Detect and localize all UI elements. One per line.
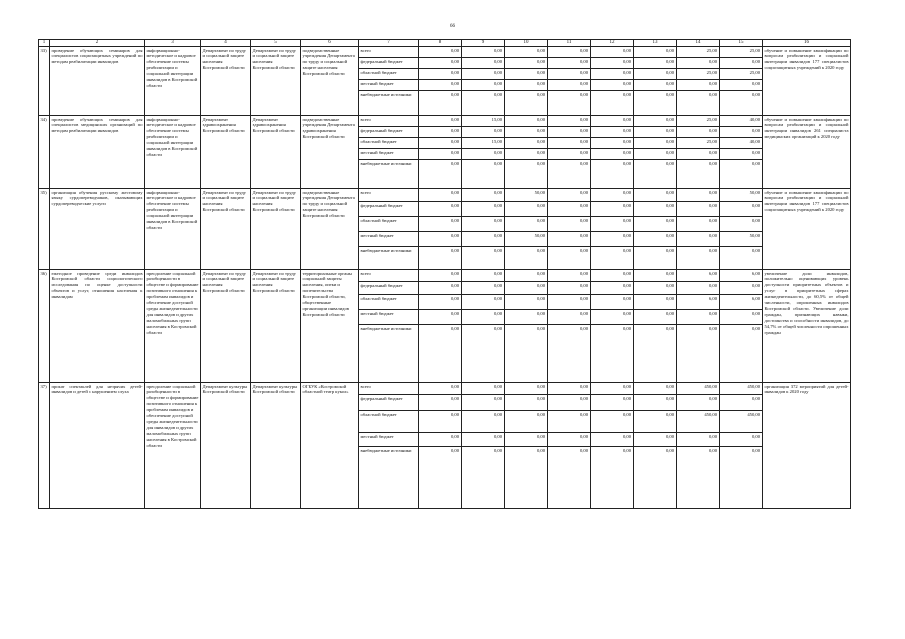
funding-value: 0,00 xyxy=(634,202,677,217)
activity-responsible: Департамент по труду и социальной защите населения Костромской области xyxy=(251,270,301,383)
activity-task: информационно-методическое и кадровое обеспечение системы реабилитации и социальной интеграции инвалидов в Костромской области xyxy=(145,116,201,189)
funding-value: 0,00 xyxy=(677,160,720,189)
funding-source-label: всего xyxy=(359,47,419,58)
funding-value: 0,00 xyxy=(548,383,591,395)
funding-value: 450,00 xyxy=(677,411,720,433)
column-number: 12 xyxy=(591,40,634,47)
funding-value: 0,00 xyxy=(591,127,634,138)
funding-source-label: всего xyxy=(359,116,419,127)
funding-value: 0,00 xyxy=(505,433,548,447)
funding-value: 6,00 xyxy=(677,295,720,310)
funding-value: 25,00 xyxy=(677,69,720,80)
column-number: 16 xyxy=(763,40,851,47)
funding-value: 0,00 xyxy=(505,58,548,69)
funding-value: 0,00 xyxy=(634,447,677,509)
activity-executor: подведомственные учреждения Департамента здравоохранения Костромской области xyxy=(301,116,359,189)
funding-value: 0,00 xyxy=(548,282,591,295)
activity-result: обучение и повышение квалификации по вопросам реабилитации и социальной интеграции инвалидов 261 специалиста медицинских организаций к 2020 году xyxy=(763,116,851,189)
activity-number: 35) xyxy=(39,189,50,270)
funding-value: 0,00 xyxy=(419,282,462,295)
funding-value: 0,00 xyxy=(419,91,462,116)
activity-subrow xyxy=(39,383,851,395)
funding-value: 0,00 xyxy=(462,202,505,217)
funding-value: 0,00 xyxy=(548,116,591,127)
funding-value: 0,00 xyxy=(462,447,505,509)
funding-source-label: федеральный бюджет xyxy=(359,395,419,411)
funding-value: 0,00 xyxy=(462,47,505,58)
funding-value: 0,00 xyxy=(548,80,591,91)
funding-source-label: местный бюджет xyxy=(359,80,419,91)
activity-responsible: Департамент по труду и социальной защите населения Костромской области xyxy=(251,189,301,270)
funding-value: 0,00 xyxy=(505,247,548,270)
funding-value: 0,00 xyxy=(548,189,591,202)
funding-value: 0,00 xyxy=(720,325,763,383)
funding-value: 0,00 xyxy=(591,232,634,247)
funding-source-label: внебюджетные источники xyxy=(359,325,419,383)
funding-value: 0,00 xyxy=(505,80,548,91)
funding-value: 0,00 xyxy=(419,160,462,189)
activity-responsible: Департамент культуры Костромской области xyxy=(251,383,301,509)
funding-value: 0,00 xyxy=(677,189,720,202)
activity-responsible: Департамент здравоохранения Костромской области xyxy=(251,116,301,189)
activity-task: преодоление социальной разобщенности в обществе и формирование позитивного отношения к проблемам инвалидов и обеспечение доступной среды жизнедеятельности для инвалидов и других маломобильных групп населения в Костромской области xyxy=(145,383,201,509)
funding-value: 0,00 xyxy=(591,282,634,295)
column-number: 13 xyxy=(634,40,677,47)
funding-value: 0,00 xyxy=(591,160,634,189)
funding-value: 0,00 xyxy=(634,310,677,325)
column-number: 11 xyxy=(548,40,591,47)
funding-value: 0,00 xyxy=(591,91,634,116)
funding-value: 0,00 xyxy=(462,58,505,69)
funding-value: 6,00 xyxy=(677,270,720,282)
funding-value: 0,00 xyxy=(505,295,548,310)
funding-value: 0,00 xyxy=(548,232,591,247)
funding-value: 0,00 xyxy=(505,91,548,116)
activity-executor: подведомственные учреждения Департамента по труду и социальной защите населения Костромской области xyxy=(301,189,359,270)
funding-value: 0,00 xyxy=(548,127,591,138)
funding-value: 0,00 xyxy=(462,80,505,91)
funding-value: 0,00 xyxy=(591,58,634,69)
funding-value: 0,00 xyxy=(462,189,505,202)
funding-value: 0,00 xyxy=(720,447,763,509)
funding-value: 0,00 xyxy=(505,69,548,80)
funding-value: 25,00 xyxy=(720,69,763,80)
column-number: 10 xyxy=(505,40,548,47)
funding-value: 0,00 xyxy=(548,325,591,383)
funding-value: 0,00 xyxy=(634,160,677,189)
column-number: 15 xyxy=(720,40,763,47)
funding-value: 0,00 xyxy=(419,447,462,509)
funding-value: 0,00 xyxy=(677,80,720,91)
funding-value: 0,00 xyxy=(720,80,763,91)
funding-value: 0,00 xyxy=(634,282,677,295)
funding-value: 0,00 xyxy=(462,160,505,189)
funding-value: 0,00 xyxy=(634,433,677,447)
funding-value: 0,00 xyxy=(720,202,763,217)
funding-value: 0,00 xyxy=(419,217,462,232)
funding-value: 0,00 xyxy=(505,411,548,433)
funding-source-label: местный бюджет xyxy=(359,149,419,160)
page-number: 66 xyxy=(450,24,455,29)
funding-value: 0,00 xyxy=(462,295,505,310)
funding-value: 0,00 xyxy=(462,383,505,395)
funding-value: 450,00 xyxy=(677,383,720,395)
funding-value: 0,00 xyxy=(419,325,462,383)
funding-value: 0,00 xyxy=(720,247,763,270)
activity-name: проведение обучающих семинаров для специалистов медицинских организаций по методам реабилитации инвалидов xyxy=(50,116,145,189)
funding-value: 0,00 xyxy=(591,189,634,202)
funding-value: 0,00 xyxy=(419,127,462,138)
activity-number: 33) xyxy=(39,47,50,116)
funding-value: 15,00 xyxy=(462,116,505,127)
funding-value: 0,00 xyxy=(591,202,634,217)
funding-source-label: всего xyxy=(359,189,419,202)
funding-value: 40,00 xyxy=(720,116,763,127)
funding-value: 0,00 xyxy=(505,325,548,383)
funding-value: 0,00 xyxy=(505,383,548,395)
funding-source-label: федеральный бюджет xyxy=(359,127,419,138)
funding-value: 50,00 xyxy=(505,232,548,247)
funding-value: 0,00 xyxy=(677,232,720,247)
funding-value: 0,00 xyxy=(505,47,548,58)
funding-value: 0,00 xyxy=(462,270,505,282)
funding-value: 0,00 xyxy=(505,217,548,232)
funding-value: 0,00 xyxy=(720,395,763,411)
funding-value: 0,00 xyxy=(419,116,462,127)
funding-value: 0,00 xyxy=(548,270,591,282)
activity-result: организация 372 мероприятий для детей-инвалидов к 2020 году xyxy=(763,383,851,509)
funding-value: 0,00 xyxy=(591,247,634,270)
activity-number: 34) xyxy=(39,116,50,189)
funding-value: 0,00 xyxy=(634,69,677,80)
funding-value: 0,00 xyxy=(634,47,677,58)
funding-value: 0,00 xyxy=(419,270,462,282)
funding-value: 0,00 xyxy=(548,395,591,411)
funding-value: 0,00 xyxy=(419,138,462,149)
funding-value: 25,00 xyxy=(720,47,763,58)
funding-value: 0,00 xyxy=(419,433,462,447)
funding-source-label: внебюджетные источники xyxy=(359,91,419,116)
funding-value: 0,00 xyxy=(720,58,763,69)
funding-value: 50,00 xyxy=(720,189,763,202)
funding-value: 0,00 xyxy=(591,69,634,80)
funding-value: 6,00 xyxy=(720,295,763,310)
activity-task: преодоление социальной разобщенности в обществе и формирование позитивного отношения к проблемам инвалидов и обеспечение доступной среды жизнедеятельности для инвалидов и других маломобильных групп населения в Костромской области xyxy=(145,270,201,383)
funding-value: 40,00 xyxy=(720,138,763,149)
funding-value: 0,00 xyxy=(505,202,548,217)
funding-value: 25,00 xyxy=(677,138,720,149)
activity-subrow xyxy=(39,116,851,127)
funding-value: 0,00 xyxy=(677,310,720,325)
funding-value: 0,00 xyxy=(505,395,548,411)
activity-responsible: Департамент по труду и социальной защите населения Костромской области xyxy=(251,47,301,116)
activity-executor: подведомственные учреждения Департамента по труду и социальной защите населения Костромской области xyxy=(301,47,359,116)
column-number: 14 xyxy=(677,40,720,47)
funding-value: 0,00 xyxy=(548,447,591,509)
funding-value: 0,00 xyxy=(634,116,677,127)
activity-subrow xyxy=(39,189,851,202)
funding-value: 25,00 xyxy=(677,116,720,127)
funding-value: 0,00 xyxy=(419,310,462,325)
funding-value: 0,00 xyxy=(462,433,505,447)
activity-subrow xyxy=(39,47,851,58)
funding-value: 0,00 xyxy=(591,325,634,383)
funding-source-label: федеральный бюджет xyxy=(359,282,419,295)
funding-source-label: местный бюджет xyxy=(359,232,419,247)
funding-value: 0,00 xyxy=(462,325,505,383)
funding-value: 0,00 xyxy=(591,295,634,310)
activity-executor: территориальные органы социальной защиты населения, опеки и попечительства Костромской области, общественные организации инвалидов Костромской области xyxy=(301,270,359,383)
funding-value: 0,00 xyxy=(720,310,763,325)
funding-value: 0,00 xyxy=(462,127,505,138)
funding-value: 0,00 xyxy=(548,160,591,189)
funding-value: 0,00 xyxy=(591,447,634,509)
funding-value: 0,00 xyxy=(591,270,634,282)
column-number: 5 xyxy=(251,40,301,47)
column-number: 9 xyxy=(462,40,505,47)
column-number: 7 xyxy=(359,40,419,47)
column-number: 6 xyxy=(301,40,359,47)
funding-value: 0,00 xyxy=(634,270,677,282)
funding-value: 0,00 xyxy=(505,127,548,138)
funding-value: 0,00 xyxy=(720,282,763,295)
activity-result: увеличение доли инвалидов, положительно оценивающих уровень доступности приоритетных объектов и услуг в приоритетных сферах жизнедеятельности, до 60,5% от общей численности, опрошенных инвалидов Костромской области. Увеличение доли граждан, признающих навыки, достоинства и способности инвалидов, до 54,7% от общей численности опрошенных граждан xyxy=(763,270,851,383)
funding-value: 0,00 xyxy=(591,80,634,91)
funding-source-label: местный бюджет xyxy=(359,433,419,447)
funding-source-label: областной бюджет xyxy=(359,411,419,433)
activity-name: ежегодное проведение среди инвалидов Костромской области социологического исследования по оценке доступности объектов и услуг, отношения населения к инвалидам xyxy=(50,270,145,383)
activity-number: 36) xyxy=(39,270,50,383)
funding-value: 0,00 xyxy=(548,69,591,80)
funding-value: 0,00 xyxy=(677,127,720,138)
funding-value: 0,00 xyxy=(548,47,591,58)
funding-value: 0,00 xyxy=(677,217,720,232)
funding-source-label: областной бюджет xyxy=(359,69,419,80)
activity-coordinator: Департамент по труду и социальной защите населения Костромской области xyxy=(201,47,251,116)
funding-value: 0,00 xyxy=(634,58,677,69)
funding-value: 0,00 xyxy=(634,395,677,411)
funding-value: 0,00 xyxy=(591,138,634,149)
funding-value: 450,00 xyxy=(720,411,763,433)
funding-value: 0,00 xyxy=(505,116,548,127)
funding-value: 0,00 xyxy=(462,247,505,270)
funding-value: 0,00 xyxy=(462,411,505,433)
funding-value: 0,00 xyxy=(548,217,591,232)
funding-value: 0,00 xyxy=(720,217,763,232)
activity-task: информационно-методическое и кадровое обеспечение системы реабилитации и социальной интеграции инвалидов в Костромской области xyxy=(145,189,201,270)
funding-value: 0,00 xyxy=(591,433,634,447)
activity-name: проведение обучающих семинаров для специалистов социозащитных учреждений по методам реабилитации инвалидов xyxy=(50,47,145,116)
funding-source-label: местный бюджет xyxy=(359,310,419,325)
funding-source-label: всего xyxy=(359,383,419,395)
funding-value: 50,00 xyxy=(505,189,548,202)
funding-source-label: областной бюджет xyxy=(359,217,419,232)
funding-value: 450,00 xyxy=(720,383,763,395)
funding-source-label: областной бюджет xyxy=(359,138,419,149)
funding-value: 0,00 xyxy=(419,295,462,310)
funding-value: 0,00 xyxy=(720,127,763,138)
activity-executor: ОГБУК «Костромской областной театр кукол» xyxy=(301,383,359,509)
funding-value: 0,00 xyxy=(591,310,634,325)
activity-coordinator: Департамент здравоохранения Костромской области xyxy=(201,116,251,189)
funding-value: 0,00 xyxy=(677,247,720,270)
funding-value: 0,00 xyxy=(419,47,462,58)
funding-value: 0,00 xyxy=(505,149,548,160)
funding-value: 0,00 xyxy=(677,325,720,383)
funding-value: 25,00 xyxy=(677,47,720,58)
funding-value: 50,00 xyxy=(720,232,763,247)
activity-subrow xyxy=(39,270,851,282)
column-number-row xyxy=(39,40,851,47)
funding-value: 0,00 xyxy=(505,270,548,282)
column-number: 4 xyxy=(201,40,251,47)
funding-value: 0,00 xyxy=(720,91,763,116)
funding-value: 0,00 xyxy=(419,411,462,433)
program-activities-table xyxy=(38,39,851,509)
funding-value: 0,00 xyxy=(634,80,677,91)
activity-name: организация обучения русскому жестовому языку сурдопереводчиков, оказывающих сурдопереводческие услуги xyxy=(50,189,145,270)
funding-value: 0,00 xyxy=(548,433,591,447)
column-number: 8 xyxy=(419,40,462,47)
funding-value: 0,00 xyxy=(505,447,548,509)
funding-value: 0,00 xyxy=(548,58,591,69)
funding-value: 0,00 xyxy=(591,383,634,395)
funding-value: 0,00 xyxy=(419,189,462,202)
funding-source-label: областной бюджет xyxy=(359,295,419,310)
funding-value: 0,00 xyxy=(419,383,462,395)
funding-value: 0,00 xyxy=(419,80,462,91)
funding-value: 0,00 xyxy=(419,395,462,411)
funding-value: 0,00 xyxy=(634,91,677,116)
funding-source-label: внебюджетные источники xyxy=(359,160,419,189)
funding-value: 0,00 xyxy=(548,149,591,160)
funding-source-label: внебюджетные источники xyxy=(359,247,419,270)
funding-value: 0,00 xyxy=(591,47,634,58)
funding-value: 0,00 xyxy=(591,116,634,127)
funding-value: 0,00 xyxy=(462,232,505,247)
funding-value: 0,00 xyxy=(548,138,591,149)
funding-source-label: федеральный бюджет xyxy=(359,202,419,217)
funding-value: 0,00 xyxy=(634,217,677,232)
funding-value: 0,00 xyxy=(505,310,548,325)
funding-value: 0,00 xyxy=(548,411,591,433)
funding-value: 0,00 xyxy=(548,295,591,310)
funding-value: 0,00 xyxy=(677,433,720,447)
activity-coordinator: Департамент по труду и социальной защите населения Костромской области xyxy=(201,270,251,383)
funding-value: 0,00 xyxy=(419,247,462,270)
funding-value: 0,00 xyxy=(462,149,505,160)
column-number: 2 xyxy=(50,40,145,47)
funding-value: 0,00 xyxy=(548,247,591,270)
funding-value: 0,00 xyxy=(634,189,677,202)
funding-value: 0,00 xyxy=(591,411,634,433)
funding-value: 15,00 xyxy=(462,138,505,149)
funding-value: 0,00 xyxy=(462,69,505,80)
funding-value: 0,00 xyxy=(677,282,720,295)
funding-value: 0,00 xyxy=(419,232,462,247)
funding-value: 0,00 xyxy=(419,202,462,217)
funding-source-label: всего xyxy=(359,270,419,282)
funding-value: 0,00 xyxy=(677,202,720,217)
funding-value: 0,00 xyxy=(677,395,720,411)
funding-value: 0,00 xyxy=(419,69,462,80)
funding-value: 0,00 xyxy=(677,447,720,509)
activity-task: информационно-методическое и кадровое обеспечение системы реабилитации и социальной интеграции инвалидов в Костромской области xyxy=(145,47,201,116)
activity-name: прокат спектаклей для незрячих детей-инвалидов и детей с нарушением слуха xyxy=(50,383,145,509)
funding-source-label: внебюджетные источники xyxy=(359,447,419,509)
funding-source-label: федеральный бюджет xyxy=(359,58,419,69)
funding-value: 0,00 xyxy=(462,217,505,232)
activity-number: 37) xyxy=(39,383,50,509)
funding-value: 0,00 xyxy=(591,149,634,160)
funding-value: 0,00 xyxy=(720,160,763,189)
funding-value: 0,00 xyxy=(677,149,720,160)
funding-value: 0,00 xyxy=(677,58,720,69)
activity-coordinator: Департамент по труду и социальной защите населения Костромской области xyxy=(201,189,251,270)
column-number: 3 xyxy=(145,40,201,47)
funding-value: 0,00 xyxy=(462,282,505,295)
funding-value: 0,00 xyxy=(634,149,677,160)
funding-value: 0,00 xyxy=(634,232,677,247)
funding-value: 6,00 xyxy=(720,270,763,282)
funding-value: 0,00 xyxy=(419,58,462,69)
activity-coordinator: Департамент культуры Костромской области xyxy=(201,383,251,509)
activity-result: обучение и повышение квалификации по вопросам реабилитации и социальной интеграции инвалидов 177 специалистов социозащитных учреждений к 2020 году xyxy=(763,189,851,270)
funding-value: 0,00 xyxy=(548,310,591,325)
funding-value: 0,00 xyxy=(591,217,634,232)
funding-value: 0,00 xyxy=(591,395,634,411)
column-number: 1 xyxy=(39,40,50,47)
funding-value: 0,00 xyxy=(677,91,720,116)
funding-value: 0,00 xyxy=(634,127,677,138)
funding-value: 0,00 xyxy=(634,138,677,149)
funding-value: 0,00 xyxy=(634,411,677,433)
funding-value: 0,00 xyxy=(419,149,462,160)
funding-value: 0,00 xyxy=(462,91,505,116)
funding-value: 0,00 xyxy=(548,202,591,217)
funding-value: 0,00 xyxy=(720,433,763,447)
funding-value: 0,00 xyxy=(462,310,505,325)
funding-value: 0,00 xyxy=(505,138,548,149)
funding-value: 0,00 xyxy=(720,149,763,160)
funding-value: 0,00 xyxy=(634,247,677,270)
activity-result: обучение и повышение квалификации по вопросам реабилитации и социальной интеграции инвалидов 177 специалистов социозащитных учреждений к 2020 году xyxy=(763,47,851,116)
funding-value: 0,00 xyxy=(634,295,677,310)
funding-value: 0,00 xyxy=(505,282,548,295)
funding-value: 0,00 xyxy=(548,91,591,116)
funding-value: 0,00 xyxy=(634,325,677,383)
funding-value: 0,00 xyxy=(462,395,505,411)
funding-value: 0,00 xyxy=(634,383,677,395)
funding-value: 0,00 xyxy=(505,160,548,189)
